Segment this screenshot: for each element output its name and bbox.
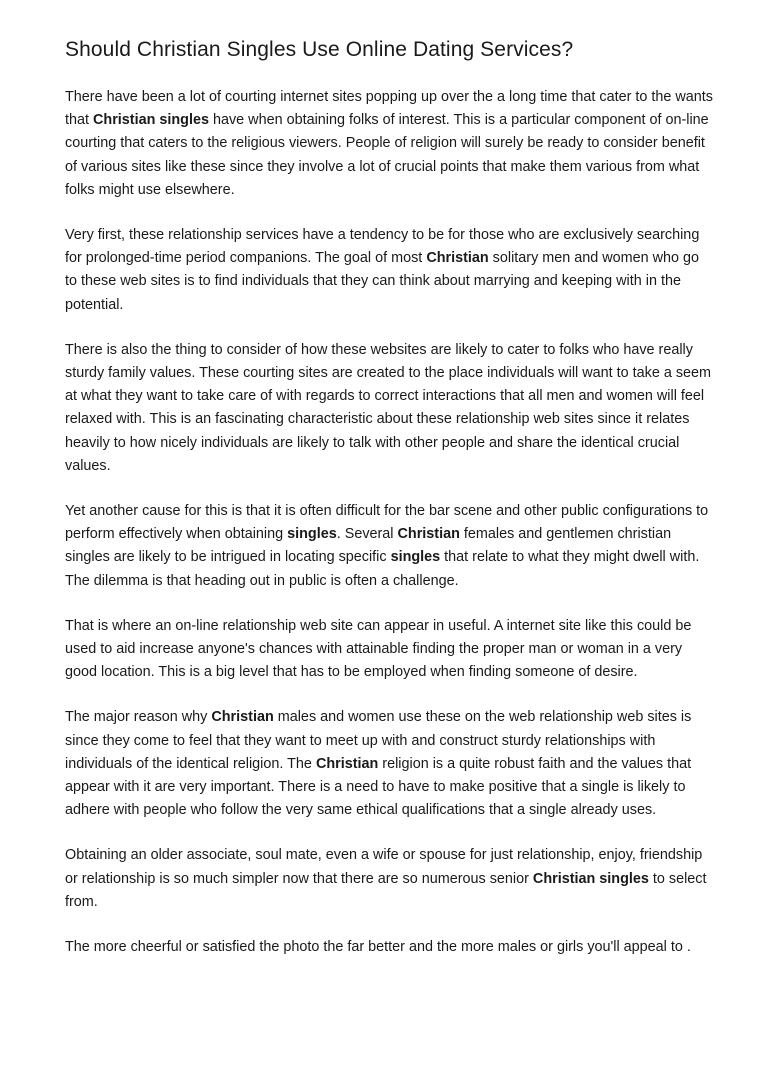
bold-keyword: Christian [426,250,489,267]
paragraph-text: that relate to what they might dwell with. The dilemma is that heading out in public is often a challenge. [65,549,700,589]
bold-keyword: Christian singles [532,870,649,887]
paragraph-text: The major reason why [65,709,212,726]
bold-keyword: singles [390,549,441,566]
paragraph [65,86,713,202]
paragraph [65,500,713,593]
paragraph-text: . Several [336,526,398,543]
paragraph-text: The more cheerful or satisfied the photo the far better and the more males or girls you'll appeal to . [65,939,691,956]
bold-keyword: Christian [211,709,274,726]
paragraph-text: Yet another cause for this is that it is often difficult for the bar scene and other public configurations to perform effectively when obtaining [65,503,709,543]
paragraph-text: That is where an on-line relationship web site can appear in useful. A internet site like this could be used to aid increase anyone's chances with attainable finding the proper man or woman in a very good location. This is a big level that has to be employed when finding someone of desire. [65,617,692,681]
paragraph-text: males and women use these on the web relationship web sites is since they come to feel that they want to meet up with and construct sturdy relationships with individuals of the identical religion. The [65,709,692,772]
document-title: Should Christian Singles Use Online Dating Services? [65,38,574,61]
bold-keyword: Christian singles [93,112,209,129]
paragraph [65,706,713,822]
paragraph-text: There is also the thing to consider of how these websites are likely to cater to folks who have really sturdy family values. These courting sites are created to the place individuals will want to take a seem at what they want to take care of with regards to correct interactions that all men and women will feel relaxed with. This is an fascinating characteristic about these relationship web sites since it relates heavily to how nicely individuals are likely to talk with other people and share the identical crucial values. [65,341,712,474]
paragraph-text: Very first, these relationship services have a tendency to be for those who are exclusively searching for prolonged-time period companions. The goal of most [65,227,700,267]
paragraph [65,936,713,959]
paragraph-text: There have been a lot of courting internet sites popping up over the a long time that cater to the wants that [65,89,713,129]
paragraph [65,339,713,478]
bold-keyword: Christian [315,755,379,772]
paragraph-text: Obtaining an older associate, soul mate, even a wife or spouse for just relationship, enjoy, friendship or relationship is so much simpler now that there are so numerous senior [65,847,703,887]
document-page [65,35,713,981]
paragraph-text: females and gentlemen christian singles are likely to be intrigued in locating specific [65,526,672,566]
paragraph [65,615,713,685]
bold-keyword: Christian [397,526,460,543]
bold-keyword: singles [287,526,337,543]
paragraph-text: to select from. [65,870,707,910]
paragraph-text: solitary men and women who go to these web sites is to find individuals that they can think about marrying and keeping with in the potential. [65,250,700,313]
paragraph [65,844,713,914]
document-body [65,86,713,959]
paragraph [65,224,713,317]
paragraph-text: have when obtaining folks of interest. This is a particular component of on-line courting that caters to the religious viewers. People of religion will surely be ready to consider benefit of various sites like these since they involve a lot of crucial points that make them various from what folks might use elsewhere. [65,112,709,198]
paragraph-text: religion is a quite robust faith and the values that appear with it are very important. There is a need to have to make positive that a single is likely to adhere with people who follow the very same ethical qualifications that a single already uses. [65,755,692,819]
